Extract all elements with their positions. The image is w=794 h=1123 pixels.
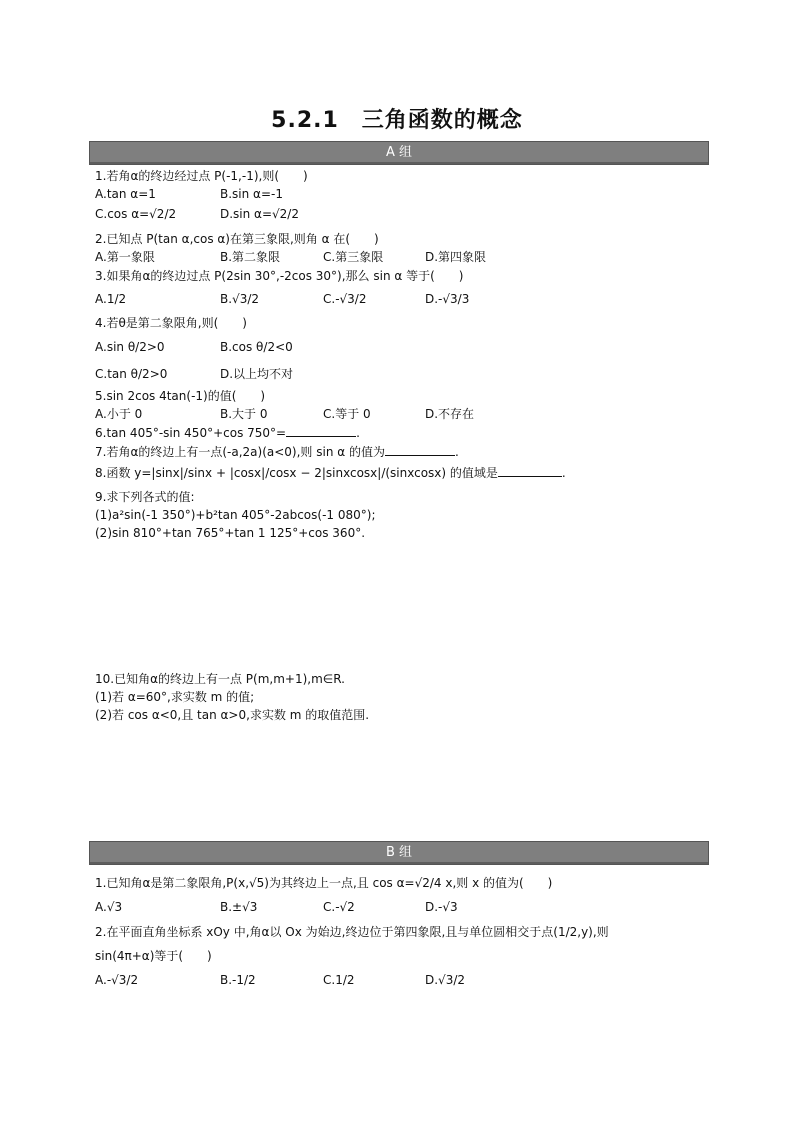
- group-b-header: B 组: [89, 841, 709, 865]
- a-q5-option-b: B.大于 0: [220, 407, 268, 421]
- a-q8-answer-blank[interactable]: [498, 464, 562, 477]
- a-q1-option-c: C.cos α=√2/2: [95, 207, 177, 221]
- a-q4-stem: 4.若θ是第二象限角,则( ): [95, 316, 247, 330]
- a-q3-option-d: D.-√3/3: [425, 292, 470, 306]
- a-q2-stem: 2.已知点 P(tan α,cos α)在第三象限,则角 α 在( ): [95, 232, 379, 246]
- a-q3-option-b: B.√3/2: [220, 292, 260, 306]
- b-q1-stem: 1.已知角α是第二象限角,P(x,√5)为其终边上一点,且 cos α=√2/4 x,则 x 的值为( ): [95, 876, 553, 890]
- a-q2-option-b: B.第二象限: [220, 250, 281, 264]
- a-q10-stem: 10.已知角α的终边上有一点 P(m,m+1),m∈R.: [95, 672, 345, 686]
- a-q5-option-a: A.小于 0: [95, 407, 143, 421]
- a-q4-option-d: D.以上均不对: [220, 367, 294, 381]
- a-q6-answer-blank[interactable]: [286, 424, 356, 437]
- a-q5-option-c: C.等于 0: [323, 407, 371, 421]
- a-q2-option-a: A.第一象限: [95, 250, 155, 264]
- a-q7-answer-blank[interactable]: [385, 443, 455, 456]
- page-title: 5.2.1 三角函数的概念: [271, 108, 523, 133]
- a-q2-option-c: C.第三象限: [323, 250, 384, 264]
- b-q2-option-a: A.-√3/2: [95, 973, 139, 987]
- a-q1-option-a: A.tan α=1: [95, 187, 156, 201]
- a-q1-option-d: D.sin α=√2/2: [220, 207, 299, 221]
- a-q9-part2: (2)sin 810°+tan 765°+tan 1 125°+cos 360°.: [95, 526, 366, 540]
- b-q2-stem-cont: sin(4π+α)等于( ): [95, 949, 212, 963]
- a-q7: 7.若角α的终边上有一点(-a,2a)(a<0),则 sin α 的值为 .: [95, 445, 459, 459]
- a-q1-stem: 1.若角α的终边经过点 P(-1,-1),则( ): [95, 169, 308, 183]
- a-q8: 8.函数 y=|sinx|/sinx + |cosx|/cosx − 2|sinxcosx|/(sinxcosx) 的值域是 .: [95, 466, 566, 480]
- a-q1-option-b: B.sin α=-1: [220, 187, 283, 201]
- a-q8-text: 8.函数 y=|sinx|/sinx + |cosx|/cosx − 2|sinxcosx|/(sinxcosx) 的值域是: [95, 466, 498, 480]
- a-q5-option-d: D.不存在: [425, 407, 475, 421]
- a-q10-part2: (2)若 cos α<0,且 tan α>0,求实数 m 的取值范围.: [95, 708, 370, 722]
- b-q2-option-b: B.-1/2: [220, 973, 256, 987]
- a-q7-text: 7.若角α的终边上有一点(-a,2a)(a<0),则 sin α 的值为: [95, 445, 385, 459]
- b-q2-option-c: C.1/2: [323, 973, 355, 987]
- b-q1-option-a: A.√3: [95, 900, 123, 914]
- b-q1-option-b: B.±√3: [220, 900, 258, 914]
- a-q6: 6.tan 405°-sin 450°+cos 750°= .: [95, 426, 360, 440]
- b-q2-stem: 2.在平面直角坐标系 xOy 中,角α以 Ox 为始边,终边位于第四象限,且与单位圆相交于点(1/2,y),则: [95, 925, 609, 939]
- a-q9-part1: (1)a²sin(-1 350°)+b²tan 405°-2abcos(-1 080°);: [95, 508, 376, 522]
- a-q4-option-c: C.tan θ/2>0: [95, 367, 168, 381]
- a-q5-stem: 5.sin 2cos 4tan(-1)的值( ): [95, 389, 266, 403]
- a-q3-option-a: A.1/2: [95, 292, 127, 306]
- a-q3-option-c: C.-√3/2: [323, 292, 367, 306]
- a-q3-stem: 3.如果角α的终边过点 P(2sin 30°,-2cos 30°),那么 sin α 等于( ): [95, 269, 464, 283]
- a-q4-option-b: B.cos θ/2<0: [220, 340, 293, 354]
- a-q4-option-a: A.sin θ/2>0: [95, 340, 165, 354]
- a-q2-option-d: D.第四象限: [425, 250, 487, 264]
- b-q1-option-d: D.-√3: [425, 900, 458, 914]
- b-q2-option-d: D.√3/2: [425, 973, 466, 987]
- a-q9-stem: 9.求下列各式的值:: [95, 490, 195, 504]
- group-a-header: A 组: [89, 141, 709, 165]
- b-q1-option-c: C.-√2: [323, 900, 355, 914]
- a-q10-part1: (1)若 α=60°,求实数 m 的值;: [95, 690, 255, 704]
- a-q6-text: 6.tan 405°-sin 450°+cos 750°=: [95, 426, 287, 440]
